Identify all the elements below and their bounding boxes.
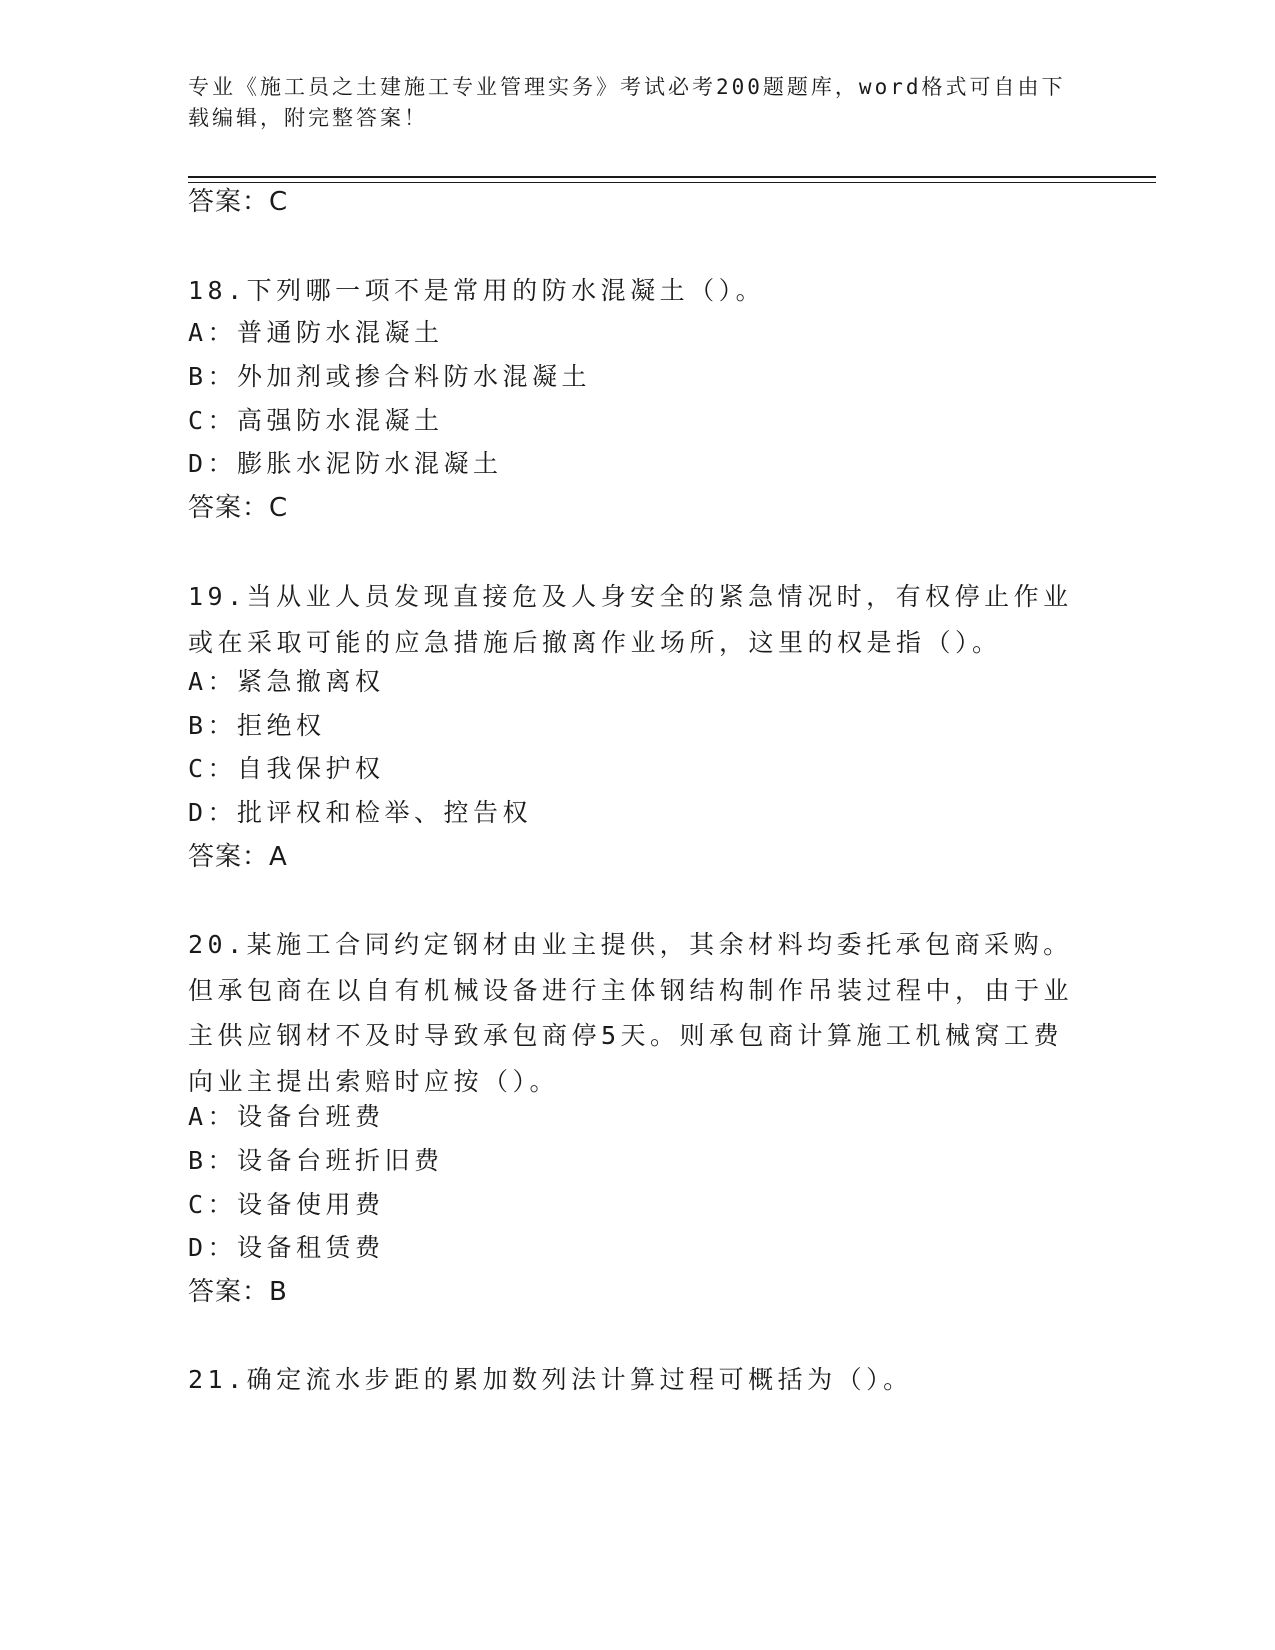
- answer-value: A: [269, 842, 288, 872]
- answer-label: 答案：: [188, 1277, 270, 1307]
- option-c: C：自我保护权: [188, 754, 385, 783]
- answer-value: C: [269, 187, 289, 217]
- option-b: B：设备台班折旧费: [188, 1146, 444, 1175]
- question-text: 20.某施工合同约定钢材由业主提供，其余材料均委托承包商采购。但承包商在以自有机械设备进行主体钢结构制作吊装过程中，由于业主供应钢材不及时导致承包商停5天。则承包商计算施工机械窝工费向业主提出索赔时应按（）。: [188, 930, 1074, 1096]
- option-a: A：紧急撤离权: [188, 667, 385, 696]
- answer-label: 答案：: [188, 493, 270, 523]
- question-text: 21.确定流水步距的累加数列法计算过程可概括为（）。: [188, 1365, 913, 1394]
- option-d: D：设备租赁费: [188, 1233, 385, 1262]
- answer-line: [188, 187, 288, 217]
- answer-line: [188, 1277, 288, 1307]
- option-b: B：外加剂或掺合料防水混凝土: [188, 362, 592, 391]
- question-text: 18.下列哪一项不是常用的防水混凝土（）。: [188, 276, 766, 305]
- answer-value: C: [269, 493, 289, 523]
- answer-line: [188, 842, 288, 872]
- answer-value: B: [269, 1277, 288, 1307]
- header-divider-thin: [188, 182, 1156, 183]
- option-c: C：设备使用费: [188, 1190, 385, 1219]
- header-text: 专业《施工员之土建施工专业管理实务》考试必考200题题库，word格式可自由下载编辑，附完整答案！: [188, 75, 1066, 130]
- option-a: A：设备台班费: [188, 1102, 385, 1131]
- answer-label: 答案：: [188, 187, 270, 217]
- option-d: D：膨胀水泥防水混凝土: [188, 449, 503, 478]
- header-divider-thick: [188, 176, 1156, 178]
- answer-line: [188, 493, 288, 523]
- document-header: [188, 72, 1088, 134]
- answer-label: 答案：: [188, 842, 270, 872]
- option-a: A：普通防水混凝土: [188, 318, 444, 347]
- question-text: 19.当从业人员发现直接危及人身安全的紧急情况时，有权停止作业或在采取可能的应急措施后撤离作业场所，这里的权是指（）。: [188, 582, 1073, 657]
- option-c: C：高强防水混凝土: [188, 406, 444, 435]
- option-d: D：批评权和检举、控告权: [188, 798, 533, 827]
- option-b: B：拒绝权: [188, 711, 326, 740]
